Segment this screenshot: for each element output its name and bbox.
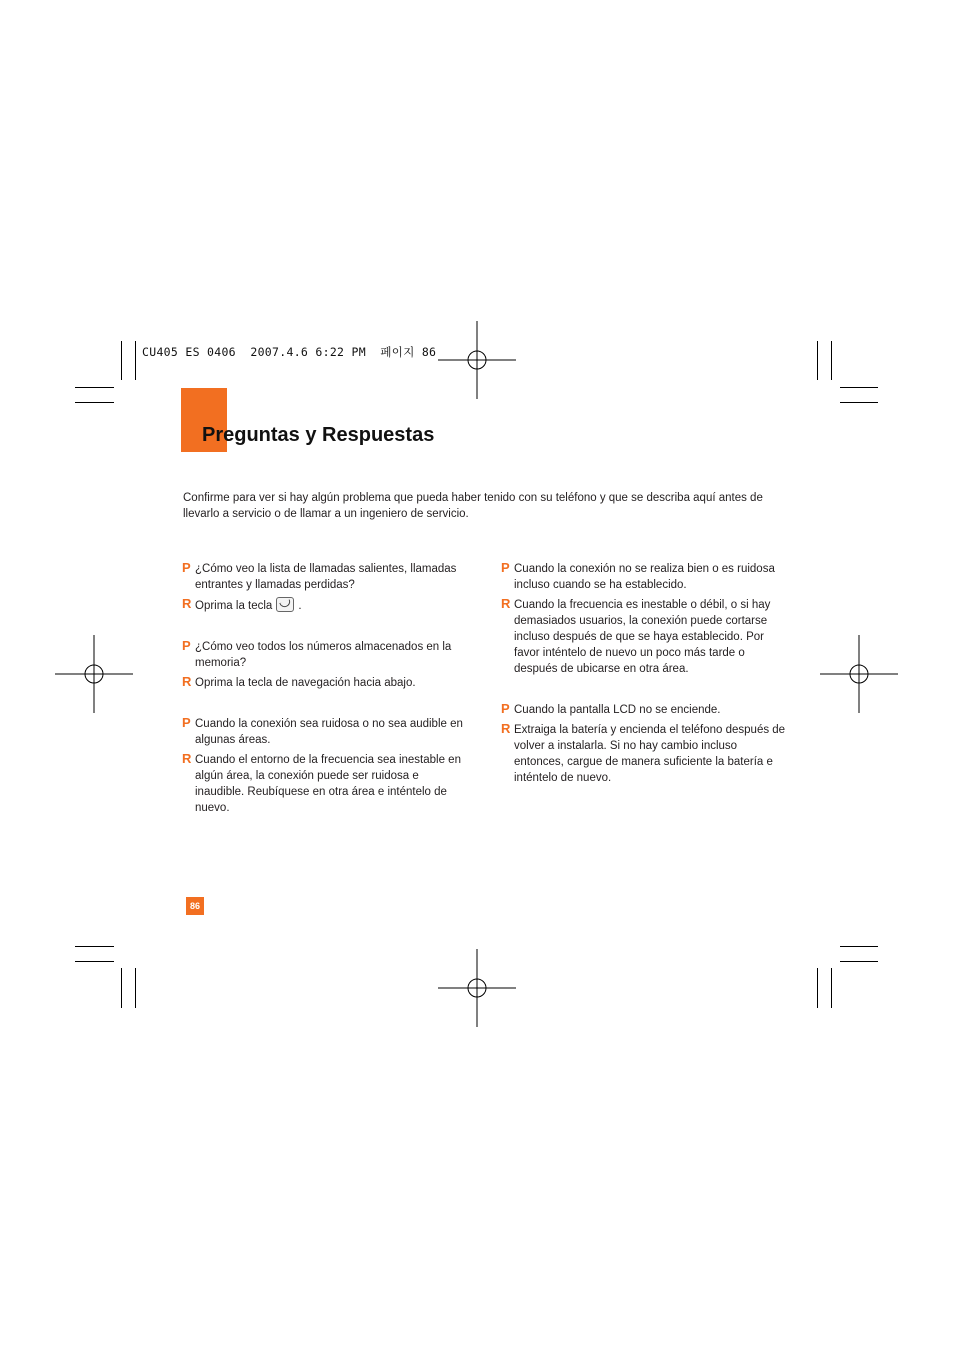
answer	[501, 722, 787, 786]
answer-mark-r: R	[182, 596, 192, 611]
page-title: Preguntas y Respuestas	[202, 424, 435, 446]
crop-mark	[121, 341, 122, 380]
answer-text: Extraiga la batería y encienda el teléfono después de volver a instalarla. Si no hay cambio incluso entonces, cargue de manera suficiente la batería e inténtelo de nuevo.	[514, 724, 786, 784]
answer-mark-r: R	[501, 721, 511, 736]
left-column	[182, 561, 468, 841]
crop-mark	[817, 968, 818, 1008]
question-text: Cuando la pantalla LCD no se enciende.	[514, 704, 721, 716]
question-mark-p: P	[501, 560, 510, 575]
question	[182, 716, 468, 748]
registration-mark	[55, 635, 133, 713]
answer	[182, 675, 468, 691]
answer-mark-r: R	[182, 674, 192, 689]
question-text: Cuando la conexión sea ruidosa o no sea audible en algunas áreas.	[195, 718, 463, 746]
question-mark-p: P	[501, 701, 510, 716]
crop-mark	[840, 961, 878, 962]
question-mark-p: P	[182, 715, 191, 730]
crop-mark	[75, 387, 114, 388]
crop-mark	[75, 402, 114, 403]
answer-mark-r: R	[182, 751, 192, 766]
crop-mark	[840, 387, 878, 388]
question	[501, 702, 787, 718]
crop-mark	[840, 402, 878, 403]
qa-item	[182, 561, 468, 614]
registration-mark	[438, 321, 516, 399]
registration-mark	[438, 949, 516, 1027]
answer	[182, 597, 468, 614]
answer-text: Cuando la frecuencia es inestable o débil, o si hay demasiados usuarios, la conexión puede cortarse incluso después de que se haya establecido. Por favor inténtelo de nuevo un poco más tarde o después de ubicarse en otra área.	[514, 599, 771, 675]
answer	[182, 752, 468, 816]
question-text: ¿Cómo veo todos los números almacenados en la memoria?	[195, 641, 452, 669]
crop-mark	[135, 968, 136, 1008]
question	[182, 639, 468, 671]
answer-mark-r: R	[501, 596, 511, 611]
registration-mark	[820, 635, 898, 713]
qa-item	[182, 716, 468, 816]
crop-mark	[135, 341, 136, 380]
crop-mark	[831, 968, 832, 1008]
right-column	[501, 561, 787, 811]
page-number: 86	[186, 897, 204, 915]
question	[182, 561, 468, 593]
question-mark-p: P	[182, 638, 191, 653]
answer-text: Oprima la tecla de navegación hacia abajo.	[195, 677, 416, 689]
crop-mark	[817, 341, 818, 380]
answer	[501, 597, 787, 677]
answer-text-end: .	[298, 600, 302, 612]
crop-mark	[75, 961, 114, 962]
print-slug: CU405 ES 0406 2007.4.6 6:22 PM 페이지 86	[142, 345, 437, 359]
qa-item	[501, 702, 787, 786]
crop-mark	[840, 946, 878, 947]
answer-text: Oprima la tecla	[195, 600, 273, 612]
crop-mark	[121, 968, 122, 1008]
answer-text: Cuando el entorno de la frecuencia sea inestable en algún área, la conexión puede ser ruidosa e inaudible. Reubíquese en otra área e inténtelo de nuevo.	[195, 754, 461, 814]
question-mark-p: P	[182, 560, 191, 575]
qa-item	[182, 639, 468, 691]
intro-paragraph: Confirme para ver si hay algún problema que pueda haber tenido con su teléfono y que se describa aquí antes de llevarlo a servicio o de llamar a un ingeniero de servicio.	[183, 492, 763, 520]
crop-mark	[831, 341, 832, 380]
qa-item	[501, 561, 787, 677]
question-text: Cuando la conexión no se realiza bien o es ruidosa incluso cuando se ha establecido.	[514, 563, 775, 591]
send-key-icon	[276, 597, 294, 612]
crop-mark	[75, 946, 114, 947]
question	[501, 561, 787, 593]
question-text: ¿Cómo veo la lista de llamadas salientes, llamadas entrantes y llamadas perdidas?	[195, 563, 457, 591]
